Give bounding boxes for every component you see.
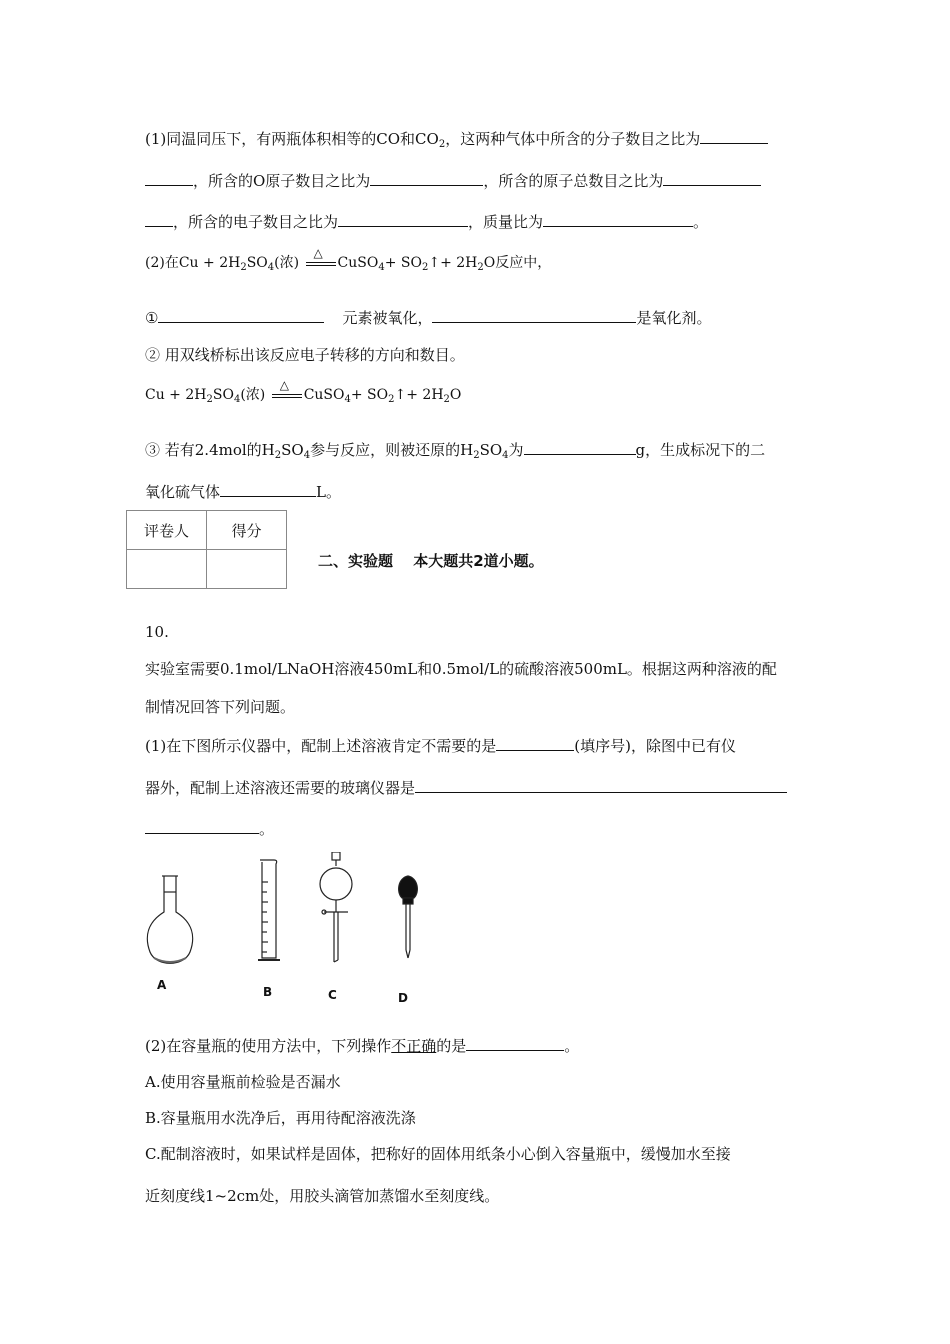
q9-subq3-line2: 氧化硫气体 L。 <box>145 483 341 501</box>
section-title: 二、实验题 本大题共2道小题。 <box>318 552 544 570</box>
heating-condition-arrow <box>270 378 304 405</box>
answer-blank[interactable] <box>543 211 693 227</box>
heating-condition-arrow <box>304 246 338 273</box>
answer-blank[interactable] <box>145 211 173 227</box>
q10-number: 10. <box>145 623 169 641</box>
answer-blank[interactable] <box>145 818 259 834</box>
apparatus-label-c: C <box>328 988 337 1002</box>
q10-option-c-line2: 近刻度线1~2cm处，用胶头滴管加蒸馏水至刻度线。 <box>145 1187 500 1205</box>
heat-triangle-icon: △ <box>279 378 289 392</box>
score-cell[interactable] <box>207 550 287 589</box>
q10-option-b: B.容量瓶用水洗净后，再用待配溶液洗涤 <box>145 1109 416 1127</box>
q9-part1-line3: ，所含的电子数目之比为 ，质量比为 。 <box>145 211 708 232</box>
answer-blank[interactable] <box>220 481 316 497</box>
answer-blank[interactable] <box>432 307 636 323</box>
answer-blank[interactable] <box>663 170 761 186</box>
answer-blank[interactable] <box>415 777 787 793</box>
q10-part1-line1: (1)在下图所示仪器中，配制上述溶液肯定不需要的是 (填序号)，除图中已有仪 <box>145 737 736 755</box>
q10-part1-line3: 。 <box>145 818 274 839</box>
q10-part2: (2)在容量瓶的使用方法中，下列操作不正确的是 。 <box>145 1037 580 1055</box>
volumetric-flask-icon <box>147 876 192 963</box>
apparatus-label-b: B <box>263 985 273 999</box>
answer-blank[interactable] <box>700 128 768 144</box>
dropper-icon <box>399 876 418 958</box>
q10-part1-line2: 器外，配制上述溶液还需要的玻璃仪器是 <box>145 777 787 798</box>
lab-apparatus-figure <box>140 852 460 982</box>
apparatus-label-d: D <box>398 991 408 1005</box>
heat-triangle-icon: △ <box>313 246 323 260</box>
answer-blank[interactable] <box>524 439 636 455</box>
answer-blank[interactable] <box>370 170 483 186</box>
q9-subq2: ② 用双线桥标出该反应电子转移的方向和数目。 <box>145 346 465 364</box>
q9-subq1: ① 元素被氧化， 是氧化剂。 <box>145 309 712 327</box>
q10-option-c-line1: C.配制溶液时，如果试样是固体，把称好的固体用纸条小心倒入容量瓶中，缓慢加水至接 <box>145 1145 731 1163</box>
apparatus-label-a: A <box>157 978 167 992</box>
graduated-cylinder-icon <box>258 860 280 960</box>
answer-blank[interactable] <box>338 211 468 227</box>
separatory-funnel-icon <box>320 852 352 962</box>
answer-blank[interactable] <box>466 1035 564 1051</box>
answer-blank[interactable] <box>158 307 324 323</box>
q9-subq3-line1: ③ 若有2.4mol的$H_2SO_4$参与反应，则被还原的$H_2SO_4$为 g，生成标况下的二 <box>145 441 766 461</box>
grader-cell[interactable] <box>127 550 207 589</box>
q10-intro-line1: 实验室需要0.1mol/LNaOH溶液450mL和0.5mol/L的硫酸溶液500mL。根据这两种溶液的配 <box>145 660 777 678</box>
q9-reaction-equation: $Cu + 2H_2SO_4$(浓) △ CuSO$_4$+ $SO_2↑+ 2H_2O$ <box>145 378 462 405</box>
answer-blank[interactable] <box>496 735 574 751</box>
grader-header: 评卷人 <box>127 511 207 550</box>
q10-option-a: A.使用容量瓶前检验是否漏水 <box>145 1073 341 1091</box>
answer-blank[interactable] <box>145 170 193 186</box>
q10-intro-line2: 制情况回答下列问题。 <box>145 698 296 716</box>
score-header: 得分 <box>207 511 287 550</box>
q9-part1-line2: ，所含的O原子数目之比为 ，所含的原子总数目之比为 <box>145 170 761 191</box>
q9-part2-reaction: (2)在$Cu + 2H_2SO_4$(浓) △ CuSO$_4$+ $SO_2↑+ 2H_2O$反应中， <box>145 246 552 273</box>
q9-part1-line1: (1)同温同压下，有两瓶体积相等的CO和$CO_2$，这两种气体中所含的分子数目之比为 <box>145 128 768 149</box>
score-table <box>126 510 287 589</box>
